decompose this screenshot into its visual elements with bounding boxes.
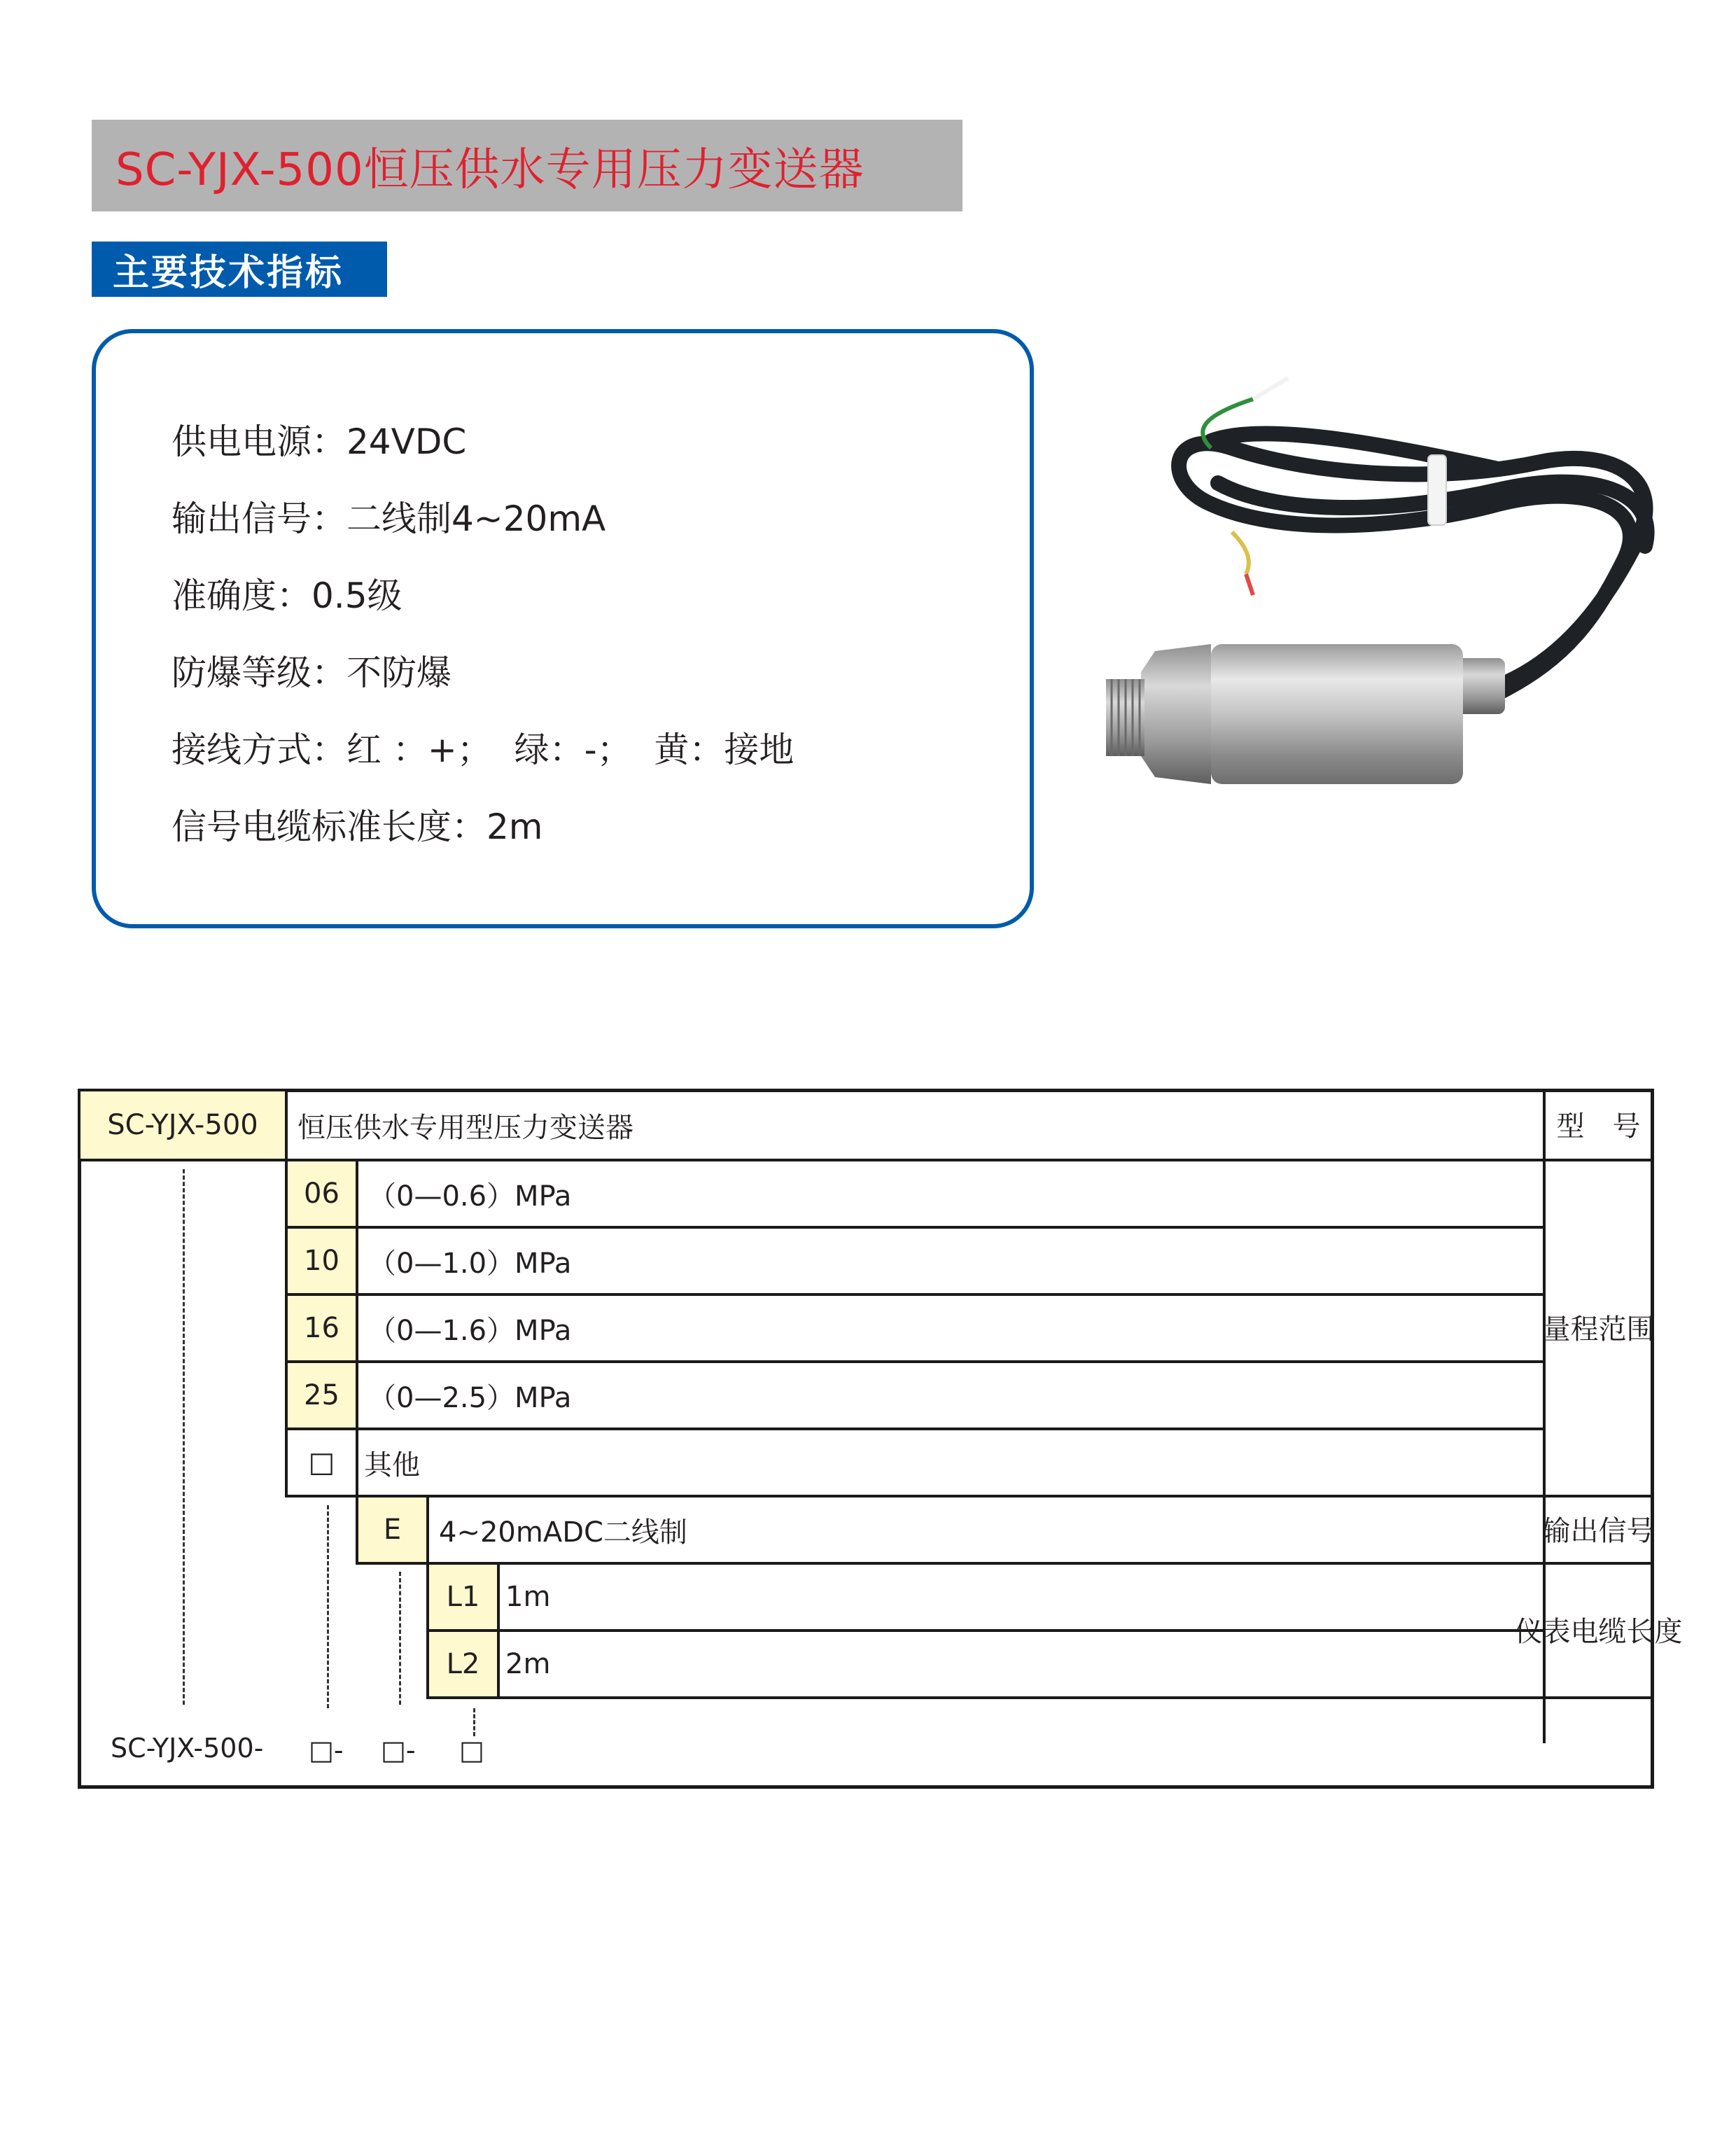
range-desc-25: （0—2.5）MPa	[356, 1360, 1546, 1430]
pressure-transmitter-photo	[1106, 364, 1687, 854]
model-code-cell: SC-YJX-500	[78, 1089, 288, 1161]
cable-desc-l2: 2m	[497, 1629, 1546, 1699]
page-title: SC-YJX-500恒压供水专用压力变送器	[92, 120, 962, 211]
example-slot-cable: □	[459, 1735, 484, 1766]
range-code-25: 25	[285, 1360, 358, 1430]
range-desc-10: （0—1.0）MPa	[356, 1226, 1546, 1296]
cable-desc-l1: 1m	[497, 1562, 1546, 1632]
range-code-06: 06	[285, 1159, 358, 1229]
output-code-cell: E	[356, 1495, 429, 1565]
spec-list	[172, 403, 794, 865]
guide-line-range	[327, 1505, 329, 1708]
spec-panel	[92, 329, 1034, 928]
model-label-cell: 型 号	[1543, 1089, 1654, 1161]
spec-power: 供电电源：24VDC	[172, 421, 467, 462]
output-label-cell: 输出信号	[1543, 1495, 1654, 1565]
cable-code-l1: L1	[426, 1562, 500, 1632]
spec-output: 输出信号：二线制4~20mA	[172, 498, 606, 539]
spec-accuracy: 准确度：0.5级	[172, 575, 402, 616]
cable-label-cell: 仪表电缆长度	[1543, 1562, 1654, 1699]
output-desc-cell: 4~20mADC二线制	[426, 1495, 1546, 1565]
guide-line-output	[399, 1572, 401, 1705]
range-desc-16: （0—1.6）MPa	[356, 1293, 1546, 1363]
example-slot-output: □-	[381, 1735, 416, 1766]
example-slot-range: □-	[309, 1735, 344, 1766]
range-code-10: 10	[285, 1226, 358, 1296]
spec-cable-length: 信号电缆标准长度：2m	[172, 807, 543, 847]
cable-code-l2: L2	[426, 1629, 500, 1699]
range-desc-06: （0—0.6）MPa	[356, 1159, 1546, 1229]
example-prefix: SC-YJX-500-	[111, 1733, 264, 1764]
guide-line-model	[183, 1169, 185, 1705]
range-code-16: 16	[285, 1293, 358, 1363]
model-desc-cell: 恒压供水专用型压力变送器	[285, 1089, 1546, 1161]
range-code-other: □	[285, 1427, 358, 1498]
spec-wiring: 接线方式：红 ：+； 绿：-； 黄：接地	[172, 730, 794, 770]
guide-line-cable	[473, 1708, 475, 1736]
order-code-table	[78, 1089, 1683, 1789]
spec-explosion-proof: 防爆等级：不防爆	[172, 652, 451, 693]
spec-heading: 主要技术指标	[92, 242, 387, 297]
range-desc-other: 其他	[356, 1427, 1546, 1498]
range-label-cell: 量程范围	[1543, 1159, 1654, 1498]
